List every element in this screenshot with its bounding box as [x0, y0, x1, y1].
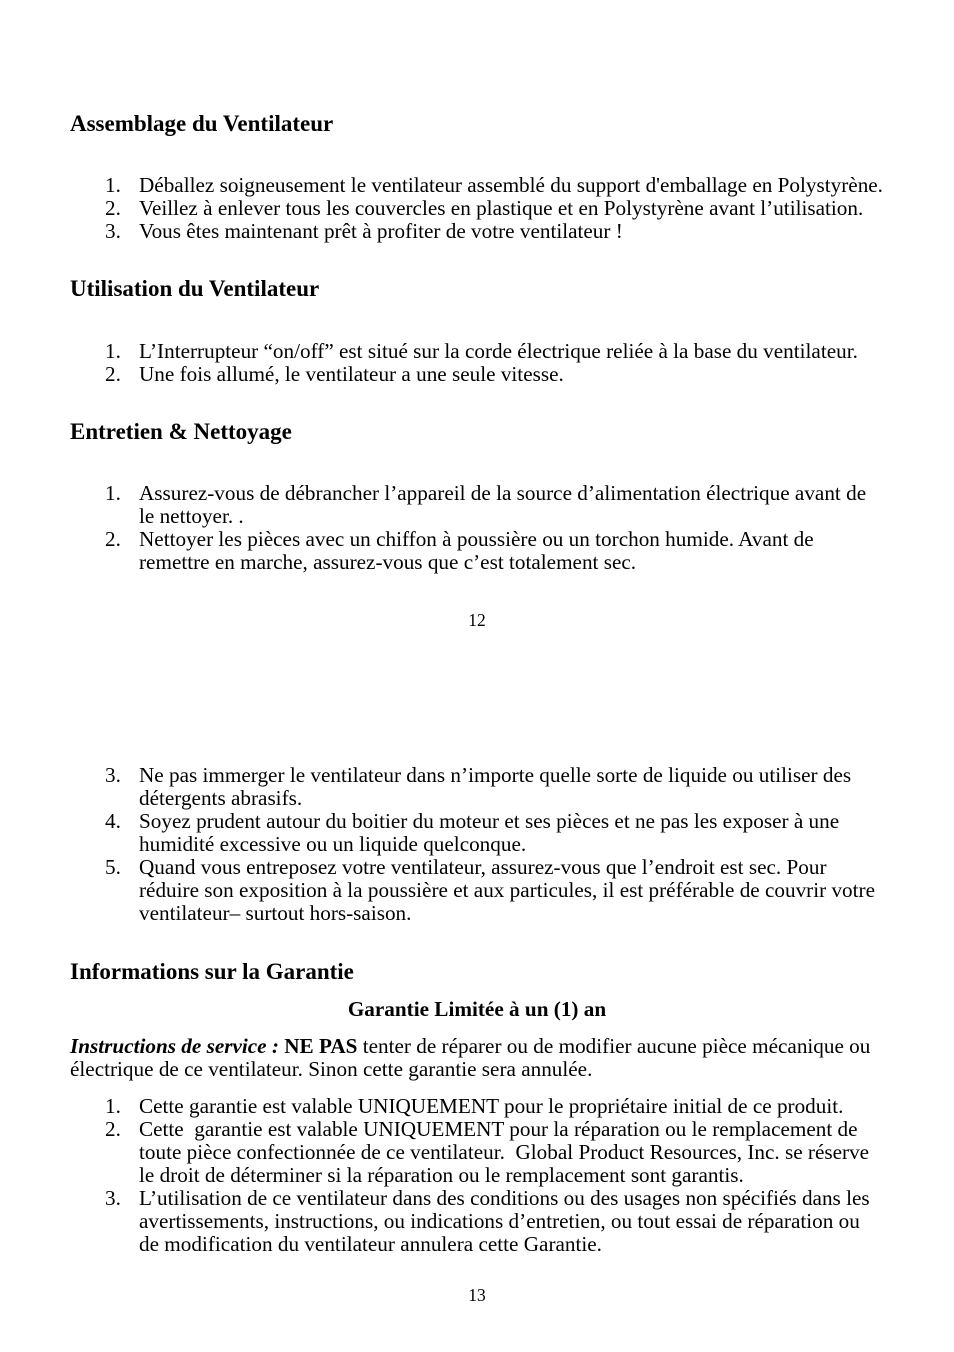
page-number: 12 — [468, 610, 486, 630]
list-item-text — [139, 482, 954, 528]
section-heading-warranty: Informations sur la Garantie — [70, 959, 354, 984]
usage-steps-list — [0, 340, 954, 386]
list-item — [0, 174, 954, 197]
list-item-line: détergents abrasifs. — [139, 786, 303, 810]
list-item-text — [139, 810, 954, 856]
list-item-text — [139, 174, 954, 197]
list-item-line: Ne pas immerger le ventilateur dans n’importe quelle sorte de liquide ou utiliser des — [139, 763, 852, 787]
list-item-line: Assurez-vous de débrancher l’appareil de la source d’alimentation électrique avant de — [139, 481, 867, 505]
warranty-terms-list — [0, 1095, 954, 1256]
list-item-number: 2. — [105, 196, 121, 220]
list-item-line: Nettoyer les pièces avec un chiffon à poussière ou un torchon humide. Avant de — [139, 527, 814, 551]
list-item-number: 1. — [105, 1094, 121, 1118]
list-item-text — [139, 1118, 954, 1187]
list-item-line: le nettoyer. . — [139, 504, 244, 528]
notice-text: tenter de réparer ou de modifier aucune pièce mécanique ou — [362, 1034, 871, 1058]
list-item-text — [139, 197, 954, 220]
list-item-number: 2. — [105, 362, 121, 386]
list-item-line: Une fois allumé, le ventilateur a une seule vitesse. — [139, 362, 564, 386]
service-instructions — [70, 1035, 870, 1081]
list-item-number: 4. — [105, 809, 121, 833]
list-item-line: Déballez soigneusement le ventilateur assemblé du support d'emballage en Polystyrène. — [139, 173, 883, 197]
list-item-text — [139, 764, 954, 810]
list-item-line: L’Interrupteur “on/off” est situé sur la corde électrique reliée à la base du ventilateur. — [139, 339, 858, 363]
list-item-line: Cette garantie est valable UNIQUEMENT pour la réparation ou le remplacement de — [139, 1117, 858, 1141]
list-item — [0, 810, 954, 856]
section-heading-assembly: Assemblage du Ventilateur — [70, 111, 334, 136]
list-item-line: Soyez prudent autour du boitier du moteur et ses pièces et ne pas les exposer à une — [139, 809, 840, 833]
list-item-number: 1. — [105, 339, 121, 363]
list-item-line: remettre en marche, assurez-vous que c’est totalement sec. — [139, 550, 637, 574]
list-item-number: 1. — [105, 173, 121, 197]
list-item — [0, 1118, 954, 1187]
list-item-text — [139, 528, 954, 574]
list-item-line: Cette garantie est valable UNIQUEMENT pour le propriétaire initial de ce produit. — [139, 1094, 844, 1118]
list-item-text — [139, 340, 954, 363]
list-item — [0, 764, 954, 810]
notice-line: électrique de ce ventilateur. Sinon cette garantie sera annulée. — [70, 1057, 593, 1081]
notice-line — [70, 1035, 870, 1058]
list-item — [0, 856, 954, 925]
list-item-line: réduire son exposition à la poussière et aux particules, il est préférable de couvrir votre — [139, 878, 875, 902]
list-item-line: de modification du ventilateur annulera cette Garantie. — [139, 1232, 602, 1256]
list-item-number: 3. — [105, 219, 121, 243]
list-item-number: 2. — [105, 1117, 121, 1141]
section-heading-usage: Utilisation du Ventilateur — [70, 276, 320, 301]
notice-label: Instructions de service : — [70, 1034, 279, 1058]
list-item — [0, 528, 954, 574]
page-number: 13 — [468, 1285, 486, 1305]
list-item-line: avertissements, instructions, ou indications d’entretien, ou tout essai de réparation ou — [139, 1209, 860, 1233]
notice-emphasis: NE PAS — [284, 1034, 358, 1058]
maintenance-steps-list-continued — [0, 764, 954, 925]
list-item-number: 3. — [105, 763, 121, 787]
list-item-line: humidité excessive ou un liquide quelconque. — [139, 832, 527, 856]
section-heading-maintenance: Entretien & Nettoyage — [70, 419, 292, 444]
list-item-text — [139, 220, 954, 243]
list-item — [0, 1095, 954, 1118]
list-item-text — [139, 1187, 954, 1256]
list-item-text — [139, 363, 954, 386]
list-item-line: Veillez à enlever tous les couvercles en plastique et en Polystyrène avant l’utilisation. — [139, 196, 864, 220]
list-item-line: Vous êtes maintenant prêt à profiter de votre ventilateur ! — [139, 219, 623, 243]
list-item — [0, 220, 954, 243]
list-item-text — [139, 1095, 954, 1118]
maintenance-steps-list — [0, 482, 954, 574]
list-item-line: Quand vous entreposez votre ventilateur, assurez-vous que l’endroit est sec. Pour — [139, 855, 827, 879]
assembly-steps-list — [0, 174, 954, 243]
list-item-number: 1. — [105, 481, 121, 505]
list-item-text — [139, 856, 954, 925]
list-item — [0, 197, 954, 220]
list-item-line: le droit de déterminer si la réparation ou le remplacement sont garantis. — [139, 1163, 744, 1187]
list-item-number: 5. — [105, 855, 121, 879]
list-item — [0, 340, 954, 363]
list-item-line: toute pièce confectionnée de ce ventilateur. Global Product Resources, Inc. se réserve — [139, 1140, 870, 1164]
list-item-line: ventilateur– surtout hors-saison. — [139, 901, 412, 925]
list-item — [0, 482, 954, 528]
list-item-line: L’utilisation de ce ventilateur dans des conditions ou des usages non spécifiés dans les — [139, 1186, 870, 1210]
list-item-number: 2. — [105, 527, 121, 551]
list-item — [0, 363, 954, 386]
list-item — [0, 1187, 954, 1256]
warranty-subheading: Garantie Limitée à un (1) an — [347, 997, 607, 1021]
list-item-number: 3. — [105, 1186, 121, 1210]
